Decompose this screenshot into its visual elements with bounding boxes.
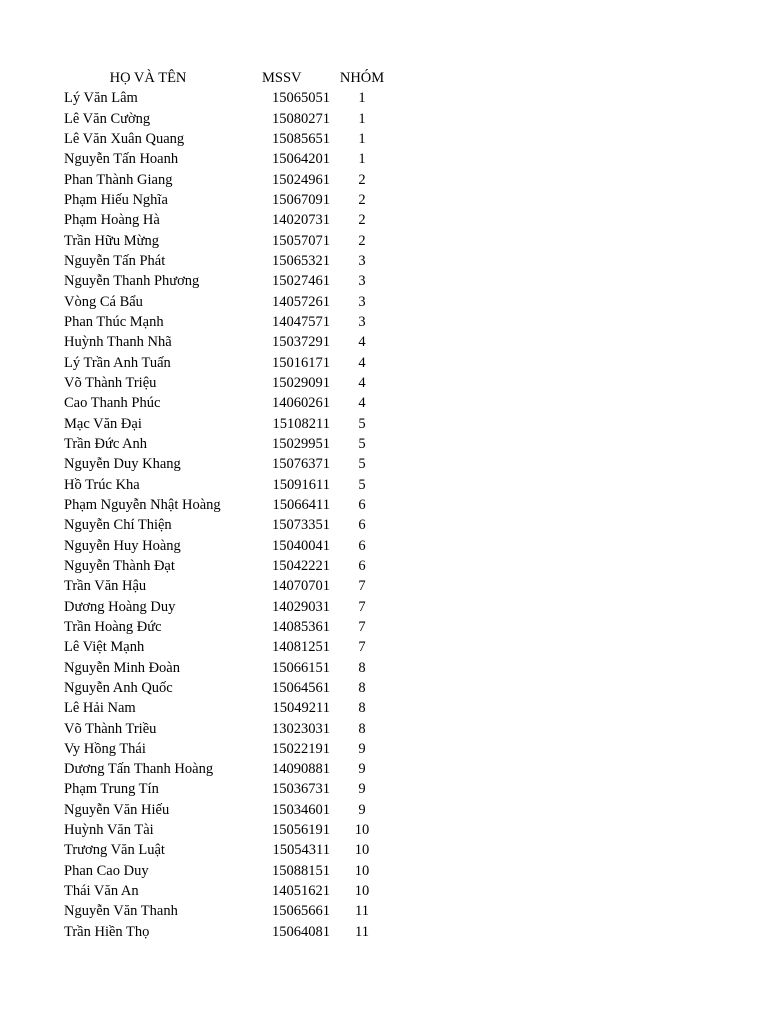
student-id: 15016171 bbox=[272, 354, 330, 371]
student-group: 2 bbox=[358, 191, 366, 208]
student-group: 2 bbox=[358, 171, 366, 188]
student-name: Thái Văn An bbox=[64, 883, 139, 900]
table-row bbox=[0, 800, 768, 820]
table-row bbox=[0, 251, 768, 271]
student-name: Lý Văn Lâm bbox=[64, 90, 138, 107]
table-row bbox=[0, 536, 768, 556]
student-group: 4 bbox=[358, 395, 366, 412]
table-row bbox=[0, 434, 768, 454]
student-id: 15085651 bbox=[272, 130, 330, 147]
student-id: 15057071 bbox=[272, 232, 330, 249]
student-name: Hồ Trúc Kha bbox=[64, 476, 140, 493]
table-row bbox=[0, 231, 768, 251]
student-id: 15049211 bbox=[272, 700, 330, 717]
table-row bbox=[0, 658, 768, 678]
student-group: 3 bbox=[358, 293, 366, 310]
student-group: 10 bbox=[354, 883, 370, 900]
student-group: 5 bbox=[358, 456, 366, 473]
student-id: 15022191 bbox=[272, 740, 330, 757]
student-group: 1 bbox=[358, 110, 366, 127]
student-name: Nguyễn Thành Đạt bbox=[64, 557, 175, 574]
student-name: Phan Thúc Mạnh bbox=[64, 313, 164, 330]
student-id: 15076371 bbox=[272, 456, 330, 473]
student-group: 7 bbox=[358, 598, 366, 615]
table-row bbox=[0, 779, 768, 799]
student-id: 15091611 bbox=[272, 476, 330, 493]
table-row bbox=[0, 475, 768, 495]
student-id: 14051621 bbox=[272, 883, 330, 900]
student-group: 3 bbox=[358, 313, 366, 330]
student-id: 15054311 bbox=[272, 842, 330, 859]
student-group: 3 bbox=[358, 273, 366, 290]
table-header bbox=[0, 68, 768, 88]
student-name: Nguyễn Thanh Phương bbox=[64, 273, 200, 290]
student-group: 9 bbox=[358, 761, 366, 778]
student-group: 10 bbox=[354, 822, 370, 839]
student-id: 14047571 bbox=[272, 313, 330, 330]
table-row bbox=[0, 292, 768, 312]
student-name: Lý Trần Anh Tuấn bbox=[64, 354, 171, 371]
student-group: 4 bbox=[358, 334, 366, 351]
table-row bbox=[0, 698, 768, 718]
student-group: 10 bbox=[354, 862, 370, 879]
table-row bbox=[0, 739, 768, 759]
student-id: 15036731 bbox=[272, 781, 330, 798]
student-id: 14057261 bbox=[272, 293, 330, 310]
student-name: Phan Cao Duy bbox=[64, 862, 149, 879]
student-name: Vòng Cá Bẩu bbox=[64, 293, 143, 310]
student-id: 14090881 bbox=[272, 761, 330, 778]
student-group: 1 bbox=[358, 151, 366, 168]
student-group: 7 bbox=[358, 578, 366, 595]
student-group: 1 bbox=[358, 90, 366, 107]
student-id: 14060261 bbox=[272, 395, 330, 412]
student-group: 4 bbox=[358, 374, 366, 391]
student-group: 9 bbox=[358, 740, 366, 757]
student-group: 1 bbox=[358, 130, 366, 147]
student-id: 15037291 bbox=[272, 334, 330, 351]
student-id: 13023031 bbox=[272, 720, 330, 737]
student-id: 15066411 bbox=[272, 496, 330, 513]
student-name: Nguyễn Văn Thanh bbox=[64, 903, 178, 920]
student-name: Phạm Hiếu Nghĩa bbox=[64, 191, 168, 208]
student-group: 4 bbox=[358, 354, 366, 371]
student-name: Trần Văn Hậu bbox=[64, 578, 147, 595]
student-name: Dương Hoàng Duy bbox=[64, 598, 176, 615]
student-name: Nguyễn Duy Khang bbox=[64, 456, 181, 473]
student-id: 15064201 bbox=[272, 151, 330, 168]
student-group: 7 bbox=[358, 639, 366, 656]
header-group: NHÓM bbox=[339, 70, 385, 86]
student-id: 15042221 bbox=[272, 557, 330, 574]
header-name: HỌ VÀ TÊN bbox=[109, 70, 187, 86]
student-group: 6 bbox=[358, 517, 366, 534]
table-row bbox=[0, 901, 768, 921]
student-name: Phan Thành Giang bbox=[64, 171, 173, 188]
table-row bbox=[0, 312, 768, 332]
table-row bbox=[0, 454, 768, 474]
student-name: Nguyễn Minh Đoàn bbox=[64, 659, 180, 676]
student-id: 15080271 bbox=[272, 110, 330, 127]
student-name: Dương Tấn Thanh Hoàng bbox=[64, 761, 214, 778]
table-row bbox=[0, 556, 768, 576]
student-id: 15065321 bbox=[272, 252, 330, 269]
student-group: 6 bbox=[358, 557, 366, 574]
student-name: Lê Văn Xuân Quang bbox=[64, 130, 185, 147]
student-name: Nguyễn Anh Quốc bbox=[64, 679, 173, 696]
student-group: 3 bbox=[358, 252, 366, 269]
student-id: 14029031 bbox=[272, 598, 330, 615]
student-id: 14085361 bbox=[272, 618, 330, 635]
student-name: Huỳnh Văn Tài bbox=[64, 822, 154, 839]
student-group: 6 bbox=[358, 496, 366, 513]
table-row bbox=[0, 271, 768, 291]
table-body bbox=[0, 88, 768, 942]
student-name: Lê Hải Nam bbox=[64, 700, 136, 717]
student-id: 15065051 bbox=[272, 90, 330, 107]
student-group: 5 bbox=[358, 435, 366, 452]
student-name: Nguyễn Văn Hiếu bbox=[64, 801, 170, 818]
student-id: 14070701 bbox=[272, 578, 330, 595]
student-name: Võ Thành Triệu bbox=[64, 374, 157, 391]
student-group: 8 bbox=[358, 720, 366, 737]
student-id: 15065661 bbox=[272, 903, 330, 920]
table-row bbox=[0, 922, 768, 942]
table-row bbox=[0, 129, 768, 149]
table-row bbox=[0, 88, 768, 108]
student-name: Trần Hoàng Đức bbox=[64, 618, 162, 635]
table-row bbox=[0, 109, 768, 129]
student-id: 15088151 bbox=[272, 862, 330, 879]
student-id: 15034601 bbox=[272, 801, 330, 818]
student-group: 5 bbox=[358, 476, 366, 493]
table-row bbox=[0, 759, 768, 779]
student-id: 15067091 bbox=[272, 191, 330, 208]
student-id: 14020731 bbox=[272, 212, 330, 229]
student-name: Trần Hiền Thọ bbox=[64, 923, 150, 940]
student-group: 11 bbox=[355, 923, 369, 940]
student-group: 8 bbox=[358, 659, 366, 676]
table-row bbox=[0, 393, 768, 413]
student-id: 14081251 bbox=[272, 639, 330, 656]
student-name: Phạm Hoàng Hà bbox=[64, 212, 160, 229]
table-row bbox=[0, 149, 768, 169]
student-id: 15029951 bbox=[272, 435, 330, 452]
student-id: 15056191 bbox=[272, 822, 330, 839]
student-id: 15064081 bbox=[272, 923, 330, 940]
student-id: 15027461 bbox=[272, 273, 330, 290]
student-id: 15108211 bbox=[272, 415, 330, 432]
table-row bbox=[0, 190, 768, 210]
student-id: 15040041 bbox=[272, 537, 330, 554]
student-name: Phạm Trung Tín bbox=[64, 781, 159, 798]
header-id: MSSV bbox=[262, 70, 302, 86]
student-name: Nguyễn Huy Hoàng bbox=[64, 537, 181, 554]
student-group: 2 bbox=[358, 232, 366, 249]
student-name: Trần Đức Anh bbox=[64, 435, 148, 452]
student-name: Trương Văn Luật bbox=[64, 842, 165, 859]
student-name: Trần Hữu Mừng bbox=[64, 232, 159, 249]
student-name: Mạc Văn Đại bbox=[64, 415, 142, 432]
table-row bbox=[0, 210, 768, 230]
student-name: Phạm Nguyễn Nhật Hoàng bbox=[64, 496, 221, 513]
student-id: 15064561 bbox=[272, 679, 330, 696]
table-row bbox=[0, 332, 768, 352]
student-name: Lê Việt Mạnh bbox=[64, 639, 145, 656]
student-name: Nguyễn Tấn Phát bbox=[64, 252, 166, 269]
student-name: Cao Thanh Phúc bbox=[64, 395, 161, 412]
table-row bbox=[0, 170, 768, 190]
table-row bbox=[0, 353, 768, 373]
table-row bbox=[0, 576, 768, 596]
student-id: 15024961 bbox=[272, 171, 330, 188]
student-name: Lê Văn Cường bbox=[64, 110, 151, 127]
table-row bbox=[0, 597, 768, 617]
student-name: Huỳnh Thanh Nhã bbox=[64, 334, 172, 351]
student-group: 5 bbox=[358, 415, 366, 432]
student-group: 11 bbox=[355, 903, 369, 920]
student-id: 15066151 bbox=[272, 659, 330, 676]
student-group: 9 bbox=[358, 801, 366, 818]
table-row bbox=[0, 840, 768, 860]
student-name: Nguyễn Tấn Hoanh bbox=[64, 151, 179, 168]
student-group: 10 bbox=[354, 842, 370, 859]
table-row bbox=[0, 515, 768, 535]
student-group: 7 bbox=[358, 618, 366, 635]
student-group: 6 bbox=[358, 537, 366, 554]
table-row bbox=[0, 678, 768, 698]
table-row bbox=[0, 861, 768, 881]
table-row bbox=[0, 617, 768, 637]
student-group: 2 bbox=[358, 212, 366, 229]
student-table bbox=[0, 68, 768, 942]
student-id: 15029091 bbox=[272, 374, 330, 391]
student-group: 9 bbox=[358, 781, 366, 798]
table-row bbox=[0, 881, 768, 901]
table-row bbox=[0, 495, 768, 515]
table-row bbox=[0, 373, 768, 393]
table-row bbox=[0, 414, 768, 434]
table-row bbox=[0, 637, 768, 657]
student-id: 15073351 bbox=[272, 517, 330, 534]
student-group: 8 bbox=[358, 679, 366, 696]
student-name: Vy Hồng Thái bbox=[64, 740, 146, 757]
student-name: Nguyễn Chí Thiện bbox=[64, 517, 172, 534]
table-row bbox=[0, 719, 768, 739]
student-group: 8 bbox=[358, 700, 366, 717]
student-name: Võ Thành Triều bbox=[64, 720, 157, 737]
table-row bbox=[0, 820, 768, 840]
